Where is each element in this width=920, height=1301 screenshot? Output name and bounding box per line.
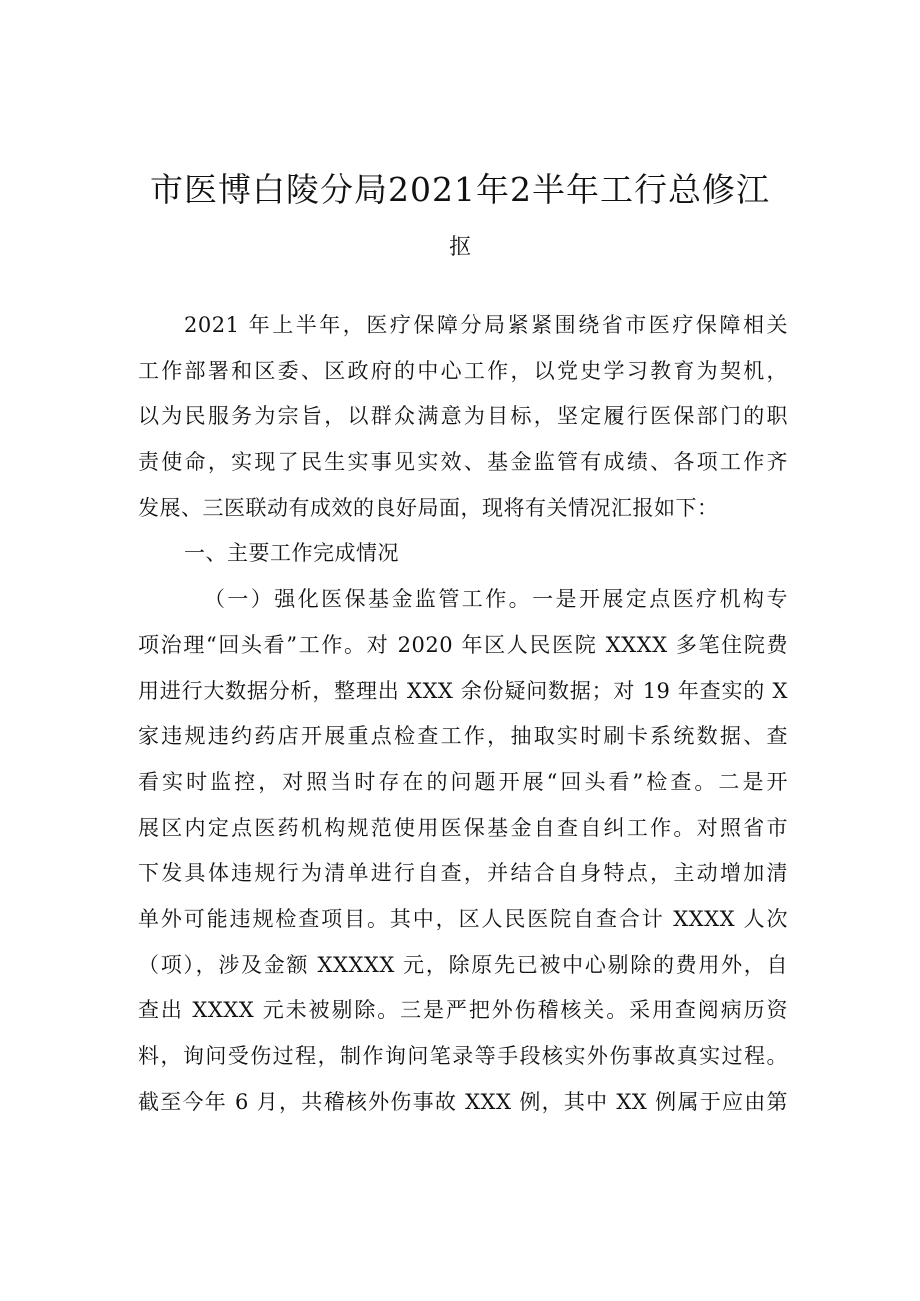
- paragraph-line: 工作部署和区委、区政府的中心工作，以党史学习教育为契机，: [138, 358, 788, 383]
- document-title-continuation: 抠: [448, 235, 471, 260]
- paragraph-line: 截至今年 6 月，共稽核外伤事故 XXX 例，其中 XX 例属于应由第: [138, 1089, 788, 1114]
- paragraph-line: 项治理“回头看”工作。对 2020 年区人民医院 XXXX 多笔住院费: [138, 632, 788, 657]
- document-body: [138, 303, 788, 1125]
- paragraph-line: 发展、三医联动有成效的良好局面，现将有关情况汇报如下：: [138, 495, 719, 520]
- paragraph-line: 看实时监控，对照当时存在的问题开展“回头看”检查。二是开: [138, 769, 788, 794]
- paragraph-line: 以为民服务为宗旨，以群众满意为目标，坚定履行医保部门的职: [138, 404, 788, 429]
- paragraph-line: 2021 年上半年，医疗保障分局紧紧围绕省市医疗保障相关: [184, 313, 788, 337]
- paragraph-line: 料，询问受伤过程，制作询问笔录等手段核实外伤事故真实过程。: [138, 1044, 788, 1068]
- paragraph-line: 单外可能违规检查项目。其中，区人民医院自查合计 XXXX 人次: [138, 906, 788, 931]
- paragraph-line: 责使命，实现了民生实事见实效、基金监管有成绩、各项工作齐: [138, 450, 788, 475]
- paragraph-line: （一）强化医保基金监管工作。一是开展定点医疗机构专: [204, 587, 788, 612]
- paragraph-line: 家违规违约药店开展重点检查工作，抽取实时刷卡系统数据、查: [138, 724, 788, 749]
- paragraph-line: 查出 XXXX 元未被剔除。三是严把外伤稽核关。采用查阅病历资: [138, 998, 788, 1023]
- paragraph-line: 用进行大数据分析，整理出 XXX 余份疑问数据；对 19 年查实的 X: [138, 678, 788, 703]
- paragraph-line: 展区内定点医药机构规范使用医保基金自查自纠工作。对照省市: [138, 815, 788, 840]
- document-title: 市医博白陵分局2021年2半年工行总修江: [150, 170, 770, 209]
- paragraph-line: 下发具体违规行为清单进行自查，并结合自身特点，主动增加清: [138, 861, 788, 886]
- section-heading: 一、主要工作完成情况: [184, 541, 399, 566]
- paragraph-line: （项），涉及金额 XXXXX 元，除原先已被中心剔除的费用外，自: [138, 952, 788, 977]
